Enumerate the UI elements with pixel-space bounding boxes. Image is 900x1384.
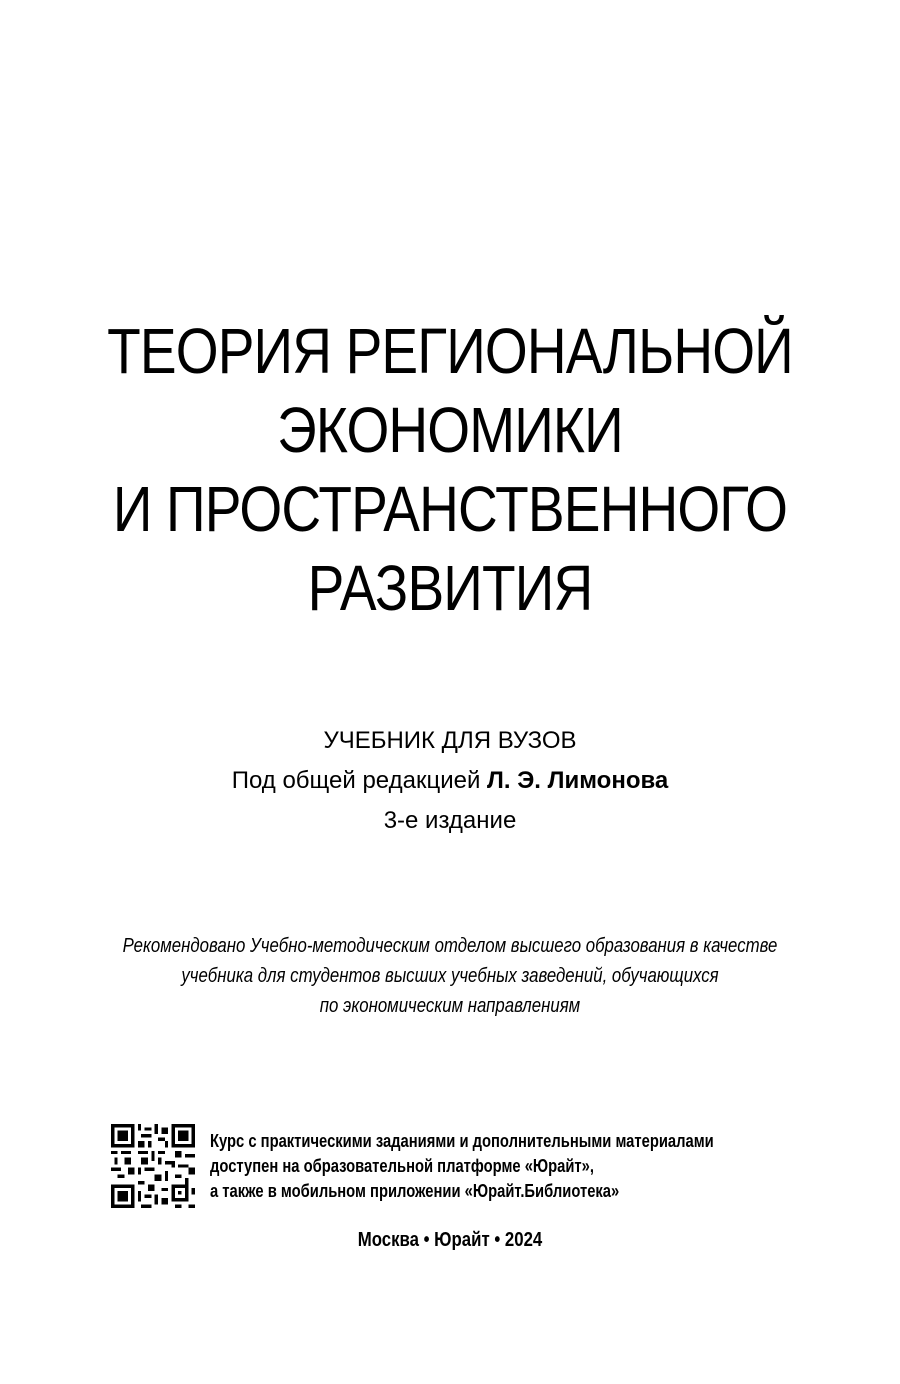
title-line-2: ЭКОНОМИКИ xyxy=(277,394,623,466)
title-line-4: РАЗВИТИЯ xyxy=(307,552,593,624)
title-line-3: И ПРОСТРАНСТВЕННОГО xyxy=(112,473,788,545)
recommendation-line-3: по экономическим направлениям xyxy=(319,995,581,1017)
editor-prefix: Под общей редакцией xyxy=(231,767,488,794)
book-type: УЧЕБНИК ДЛЯ ВУЗОВ xyxy=(323,727,577,754)
course-line-3: а также в мобильном приложении «Юрайт.Библиотека» xyxy=(210,1181,620,1201)
subtitle-block xyxy=(0,721,900,841)
qr-code-icon xyxy=(111,1124,195,1208)
course-line-2: доступен на образовательной платформе «Юрайт», xyxy=(210,1156,594,1176)
editor-line xyxy=(0,761,900,801)
editor-name: Л. Э. Лимонова xyxy=(487,767,669,794)
book-title xyxy=(63,312,837,628)
course-info xyxy=(210,1129,714,1204)
edition: 3-е издание xyxy=(383,807,517,834)
recommendation-text xyxy=(72,931,828,1021)
course-line-1: Курс с практическими заданиями и дополнительными материалами xyxy=(210,1131,714,1151)
recommendation-line-2: учебника для студентов высших учебных заведений, обучающихся xyxy=(181,965,719,987)
recommendation-line-1: Рекомендовано Учебно-методическим отделом высшего образования в качестве xyxy=(122,935,778,957)
title-line-1: ТЕОРИЯ РЕГИОНАЛЬНОЙ xyxy=(107,315,793,387)
imprint: Москва • Юрайт • 2024 xyxy=(357,1229,543,1251)
